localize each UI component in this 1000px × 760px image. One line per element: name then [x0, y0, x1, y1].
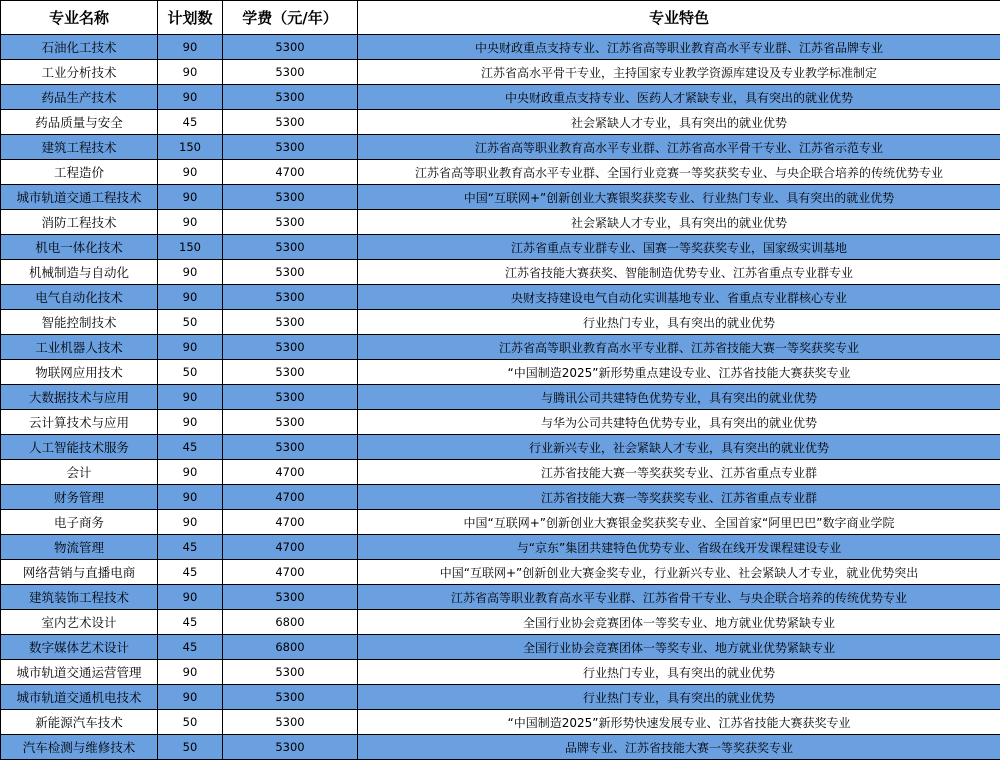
tuition-cell: 4700	[223, 510, 358, 535]
plan-count-cell: 90	[158, 685, 223, 710]
table-row	[1, 335, 1000, 360]
header-features: 专业特色	[358, 1, 1000, 35]
table-row	[1, 385, 1000, 410]
plan-count-cell: 45	[158, 560, 223, 585]
plan-count-cell: 90	[158, 85, 223, 110]
header-row	[1, 1, 1000, 35]
features-cell: “中国制造2025”新形势重点建设专业、江苏省技能大赛获奖专业	[358, 360, 1000, 385]
features-cell: 江苏省高等职业教育高水平专业群、江苏省骨干专业、与央企联合培养的传统优势专业	[358, 585, 1000, 610]
features-cell: 江苏省高等职业教育高水平专业群、全国行业竞赛一等奖获奖专业、与央企联合培养的传统优势专业	[358, 160, 1000, 185]
table-row	[1, 410, 1000, 435]
plan-count-cell: 90	[158, 185, 223, 210]
tuition-cell: 5300	[223, 60, 358, 85]
major-name-cell: 工程造价	[1, 160, 158, 185]
tuition-cell: 5300	[223, 360, 358, 385]
features-cell: 与腾讯公司共建特色优势专业，具有突出的就业优势	[358, 385, 1000, 410]
plan-count-cell: 90	[158, 35, 223, 60]
tuition-cell: 5300	[223, 660, 358, 685]
plan-count-cell: 50	[158, 710, 223, 735]
major-name-cell: 电子商务	[1, 510, 158, 535]
features-cell: 与华为公司共建特色优势专业，具有突出的就业优势	[358, 410, 1000, 435]
major-name-cell: 药品生产技术	[1, 85, 158, 110]
features-cell: 行业新兴专业，社会紧缺人才专业，具有突出的就业优势	[358, 435, 1000, 460]
features-cell: 全国行业协会竞赛团体一等奖专业、地方就业优势紧缺专业	[358, 610, 1000, 635]
features-cell: 江苏省高水平骨干专业，主持国家专业教学资源库建设及专业教学标准制定	[358, 60, 1000, 85]
major-name-cell: 智能控制技术	[1, 310, 158, 335]
major-name-cell: 新能源汽车技术	[1, 710, 158, 735]
features-cell: 江苏省技能大赛一等奖获奖专业、江苏省重点专业群	[358, 485, 1000, 510]
tuition-cell: 6800	[223, 610, 358, 635]
table-header	[1, 1, 1000, 35]
tuition-cell: 5300	[223, 210, 358, 235]
table-row	[1, 610, 1000, 635]
tuition-cell: 5300	[223, 35, 358, 60]
features-cell: 央财支持建设电气自动化实训基地专业、省重点专业群核心专业	[358, 285, 1000, 310]
table-row	[1, 360, 1000, 385]
major-name-cell: 机械制造与自动化	[1, 260, 158, 285]
features-cell: 江苏省高等职业教育高水平专业群、江苏省技能大赛一等奖获奖专业	[358, 335, 1000, 360]
table-row	[1, 585, 1000, 610]
tuition-cell: 5300	[223, 385, 358, 410]
plan-count-cell: 90	[158, 285, 223, 310]
plan-count-cell: 90	[158, 585, 223, 610]
table-row	[1, 510, 1000, 535]
plan-count-cell: 45	[158, 435, 223, 460]
features-cell: 中央财政重点支持专业、医药人才紧缺专业，具有突出的就业优势	[358, 85, 1000, 110]
table-row	[1, 685, 1000, 710]
major-name-cell: 汽车检测与维修技术	[1, 735, 158, 760]
table-body	[1, 35, 1000, 760]
plan-count-cell: 50	[158, 360, 223, 385]
plan-count-cell: 45	[158, 610, 223, 635]
features-cell: 中国“互联网+”创新创业大赛金奖专业，行业新兴专业、社会紧缺人才专业，就业优势突出	[358, 560, 1000, 585]
tuition-cell: 5300	[223, 685, 358, 710]
plan-count-cell: 90	[158, 410, 223, 435]
table-row	[1, 735, 1000, 760]
major-name-cell: 数字媒体艺术设计	[1, 635, 158, 660]
features-cell: 中国“互联网+”创新创业大赛银金奖获奖专业、全国首家“阿里巴巴”数字商业学院	[358, 510, 1000, 535]
features-cell: 行业热门专业，具有突出的就业优势	[358, 310, 1000, 335]
features-cell: 社会紧缺人才专业，具有突出的就业优势	[358, 110, 1000, 135]
plan-count-cell: 90	[158, 460, 223, 485]
tuition-cell: 4700	[223, 560, 358, 585]
features-cell: 行业热门专业，具有突出的就业优势	[358, 660, 1000, 685]
major-name-cell: 建筑工程技术	[1, 135, 158, 160]
features-cell: 江苏省技能大赛获奖、智能制造优势专业、江苏省重点专业群专业	[358, 260, 1000, 285]
table-row	[1, 710, 1000, 735]
tuition-cell: 5300	[223, 260, 358, 285]
plan-count-cell: 90	[158, 510, 223, 535]
plan-count-cell: 90	[158, 485, 223, 510]
table-row	[1, 635, 1000, 660]
major-name-cell: 网络营销与直播电商	[1, 560, 158, 585]
features-cell: “中国制造2025”新形势快速发展专业、江苏省技能大赛获奖专业	[358, 710, 1000, 735]
plan-count-cell: 90	[158, 60, 223, 85]
plan-count-cell: 45	[158, 635, 223, 660]
major-name-cell: 药品质量与安全	[1, 110, 158, 135]
table-row	[1, 160, 1000, 185]
tuition-cell: 4700	[223, 535, 358, 560]
table-row	[1, 260, 1000, 285]
features-cell: 江苏省重点专业群专业、国赛一等奖获奖专业，国家级实训基地	[358, 235, 1000, 260]
table-row	[1, 460, 1000, 485]
tuition-cell: 5300	[223, 435, 358, 460]
header-plan-count: 计划数	[158, 1, 223, 35]
features-cell: 中央财政重点支持专业、江苏省高等职业教育高水平专业群、江苏省品牌专业	[358, 35, 1000, 60]
major-name-cell: 室内艺术设计	[1, 610, 158, 635]
plan-count-cell: 90	[158, 335, 223, 360]
plan-count-cell: 50	[158, 310, 223, 335]
features-cell: 行业热门专业，具有突出的就业优势	[358, 685, 1000, 710]
table-row	[1, 310, 1000, 335]
tuition-cell: 4700	[223, 160, 358, 185]
features-cell: 与“京东”集团共建特色优势专业、省级在线开发课程建设专业	[358, 535, 1000, 560]
plan-count-cell: 150	[158, 135, 223, 160]
header-major-name: 专业名称	[1, 1, 158, 35]
table-row	[1, 185, 1000, 210]
tuition-cell: 4700	[223, 485, 358, 510]
table-row	[1, 210, 1000, 235]
tuition-cell: 5300	[223, 135, 358, 160]
major-name-cell: 石油化工技术	[1, 35, 158, 60]
plan-count-cell: 45	[158, 110, 223, 135]
tuition-cell: 5300	[223, 185, 358, 210]
plan-count-cell: 90	[158, 385, 223, 410]
table-row	[1, 110, 1000, 135]
tuition-cell: 5300	[223, 110, 358, 135]
features-cell: 社会紧缺人才专业，具有突出的就业优势	[358, 210, 1000, 235]
major-name-cell: 人工智能技术服务	[1, 435, 158, 460]
major-name-cell: 大数据技术与应用	[1, 385, 158, 410]
features-cell: 全国行业协会竞赛团体一等奖专业、地方就业优势紧缺专业	[358, 635, 1000, 660]
header-tuition: 学费（元/年）	[223, 1, 358, 35]
tuition-cell: 5300	[223, 410, 358, 435]
major-name-cell: 城市轨道交通工程技术	[1, 185, 158, 210]
plan-count-cell: 50	[158, 735, 223, 760]
major-name-cell: 物流管理	[1, 535, 158, 560]
major-name-cell: 物联网应用技术	[1, 360, 158, 385]
table-row	[1, 60, 1000, 85]
table-row	[1, 35, 1000, 60]
features-cell: 江苏省技能大赛一等奖获奖专业、江苏省重点专业群	[358, 460, 1000, 485]
major-name-cell: 电气自动化技术	[1, 285, 158, 310]
major-name-cell: 城市轨道交通运营管理	[1, 660, 158, 685]
tuition-cell: 6800	[223, 635, 358, 660]
tuition-cell: 5300	[223, 235, 358, 260]
plan-count-cell: 45	[158, 535, 223, 560]
major-name-cell: 云计算技术与应用	[1, 410, 158, 435]
table-row	[1, 560, 1000, 585]
tuition-cell: 5300	[223, 85, 358, 110]
tuition-cell: 5300	[223, 710, 358, 735]
table-row	[1, 485, 1000, 510]
table-row	[1, 235, 1000, 260]
plan-count-cell: 90	[158, 160, 223, 185]
table-row	[1, 435, 1000, 460]
major-name-cell: 工业分析技术	[1, 60, 158, 85]
plan-count-cell: 90	[158, 660, 223, 685]
tuition-cell: 5300	[223, 335, 358, 360]
major-name-cell: 消防工程技术	[1, 210, 158, 235]
major-name-cell: 机电一体化技术	[1, 235, 158, 260]
tuition-cell: 5300	[223, 285, 358, 310]
tuition-cell: 5300	[223, 310, 358, 335]
plan-count-cell: 90	[158, 210, 223, 235]
major-name-cell: 会计	[1, 460, 158, 485]
major-name-cell: 建筑装饰工程技术	[1, 585, 158, 610]
table-row	[1, 285, 1000, 310]
table-row	[1, 135, 1000, 160]
table-row	[1, 535, 1000, 560]
features-cell: 江苏省高等职业教育高水平专业群、江苏省高水平骨干专业、江苏省示范专业	[358, 135, 1000, 160]
tuition-cell: 4700	[223, 460, 358, 485]
features-cell: 品牌专业、江苏省技能大赛一等奖获奖专业	[358, 735, 1000, 760]
major-name-cell: 城市轨道交通机电技术	[1, 685, 158, 710]
plan-count-cell: 150	[158, 235, 223, 260]
tuition-cell: 5300	[223, 585, 358, 610]
tuition-cell: 5300	[223, 735, 358, 760]
plan-count-cell: 90	[158, 260, 223, 285]
features-cell: 中国“互联网+”创新创业大赛银奖获奖专业、行业热门专业、具有突出的就业优势	[358, 185, 1000, 210]
major-name-cell: 工业机器人技术	[1, 335, 158, 360]
table-row	[1, 85, 1000, 110]
major-name-cell: 财务管理	[1, 485, 158, 510]
table-row	[1, 660, 1000, 685]
